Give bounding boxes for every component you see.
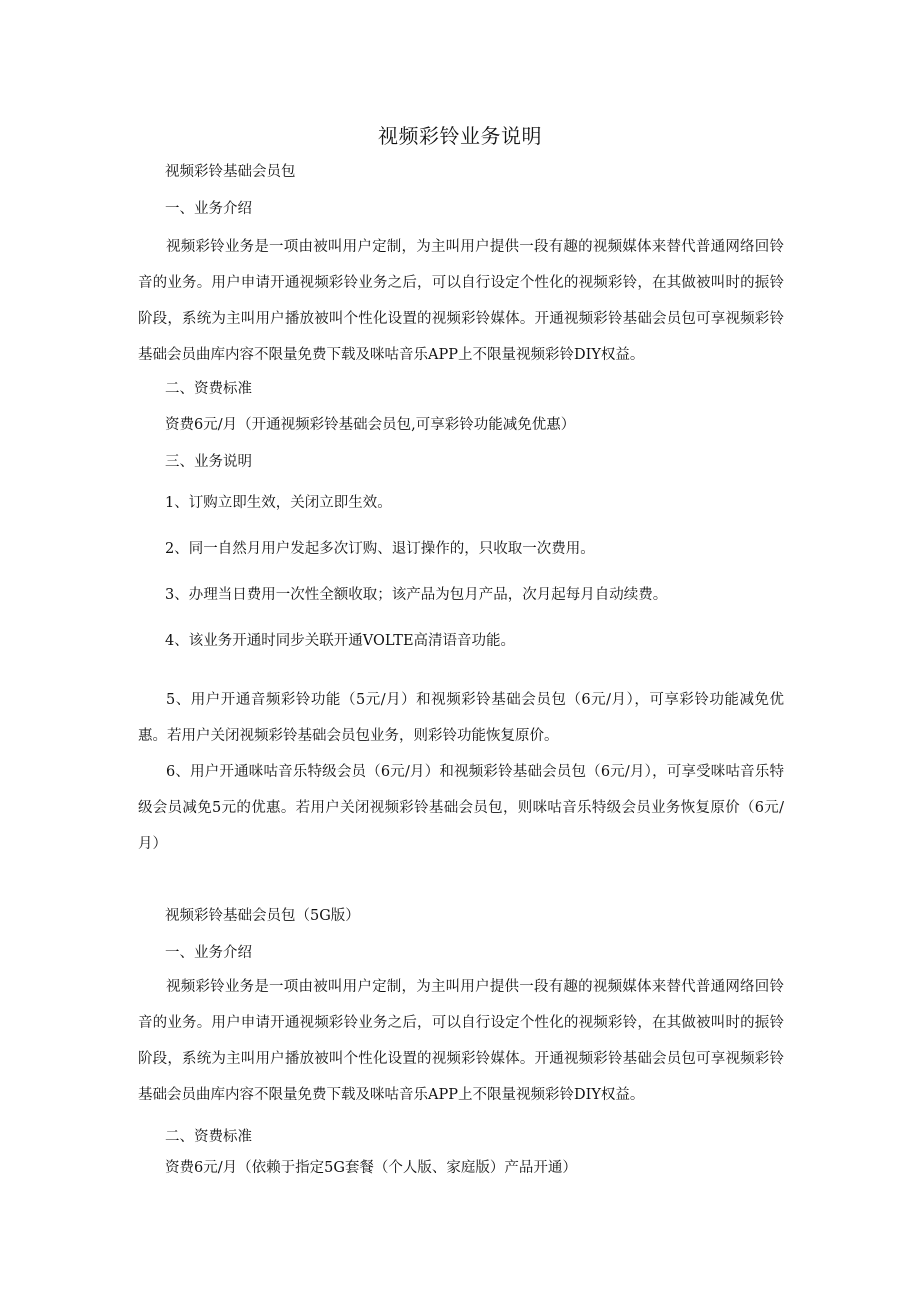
section1-name: 视频彩铃基础会员包 [165,164,296,180]
section2-fee-text: 资费6元/月（依赖于指定5G套餐（个人版、家庭版）产品开通） [165,1160,577,1176]
section2-fee-heading: 二、资费标准 [165,1129,252,1145]
section1-item-2: 2、同一自然月用户发起多次订购、退订操作的，只收取一次费用。 [165,541,595,557]
section1-item-3: 3、办理当日费用一次性全额收取；该产品为包月产品，次月起每月自动续费。 [165,587,668,603]
section1-desc-heading: 三、业务说明 [165,454,252,470]
section1-fee-heading: 二、资费标准 [165,381,252,397]
section1-item-5: 5、用户开通音频彩铃功能（5元/月）和视频彩铃基础会员包（6元/月），可享彩铃功能减免优惠。若用户关闭视频彩铃基础会员包业务，则彩铃功能恢复原价。 [138,692,784,744]
section1-intro-text: 视频彩铃业务是一项由被叫用户定制，为主叫用户提供一段有趣的视频媒体来替代普通网络回铃音的业务。用户申请开通视频彩铃业务之后，可以自行设定个性化的视频彩铃，在其做被叫时的振铃阶段，系统为主叫用户播放被叫个性化设置的视频彩铃媒体。开通视频彩铃基础会员包可享视频彩铃基础会员曲库内容不限量免费下载及咪咕音乐APP上不限量视频彩铃DIY权益。 [138,239,784,363]
section2-name: 视频彩铃基础会员包（5G版） [165,908,360,924]
section2-intro-heading: 一、业务介绍 [165,945,252,961]
section1-item-1: 1、订购立即生效，关闭立即生效。 [165,495,392,511]
section1-item-6: 6、用户开通咪咕音乐特级会员（6元/月）和视频彩铃基础会员包（6元/月），可享受咪咕音乐特级会员减免5元的优惠。若用户关闭视频彩铃基础会员包，则咪咕音乐特级会员业务恢复原价（6元/月） [138,764,784,852]
section1-item-4: 4、该业务开通时同步关联开通VOLTE高清语音功能。 [165,633,516,649]
section1-intro-heading: 一、业务介绍 [165,201,252,217]
section2-intro-text: 视频彩铃业务是一项由被叫用户定制，为主叫用户提供一段有趣的视频媒体来替代普通网络回铃音的业务。用户申请开通视频彩铃业务之后，可以自行设定个性化的视频彩铃，在其做被叫时的振铃阶段，系统为主叫用户播放被叫个性化设置的视频彩铃媒体。开通视频彩铃基础会员包可享视频彩铃基础会员曲库内容不限量免费下载及咪咕音乐APP上不限量视频彩铃DIY权益。 [138,979,784,1103]
section1-fee-text: 资费6元/月（开通视频彩铃基础会员包,可享彩铃功能减免优惠） [165,417,576,433]
document-title: 视频彩铃业务说明 [378,124,542,148]
